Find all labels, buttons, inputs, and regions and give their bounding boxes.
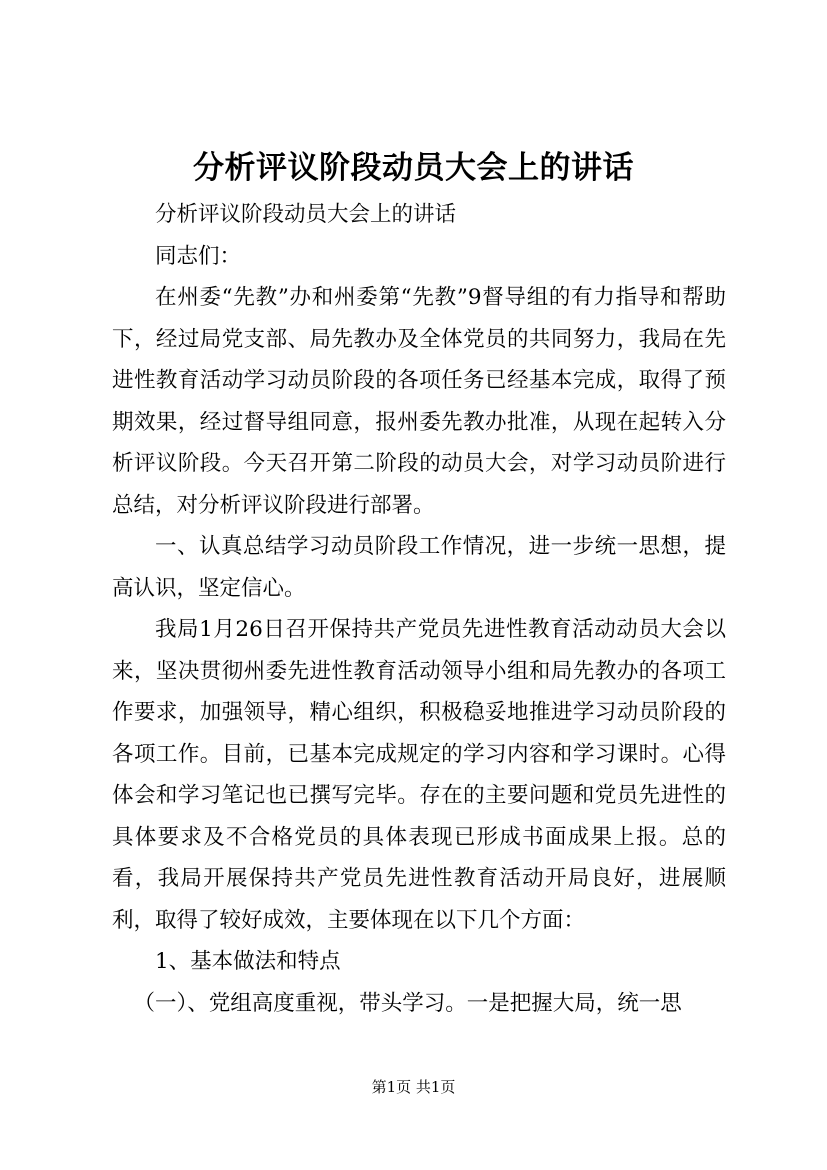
intro-paragraph: 在州委“先教”办和州委第“先教”9督导组的有力指导和帮助下，经过局党支部、局先教办及全体党员的共同努力，我局在先进性教育活动学习动员阶段的各项任务已经基本完成，取得了预期效果，经过督导组同意，报州委先教办批准，从现在起转入分析评议阶段。今天召开第二阶段的动员大会，对学习动员阶进行总结，对分析评议阶段进行部署。 [112, 285, 726, 518]
subtitle-paragraph: 分析评议阶段动员大会上的讲话 [155, 202, 457, 227]
salutation-paragraph: 同志们： [155, 243, 242, 269]
page-footer: 第1页 共1页 [371, 1078, 456, 1096]
body-paragraph: 我局1月26日召开保持共产党员先进性教育活动动员大会以来，坚决贯彻州委先进性教育活动领导小组和局先教办的各项工作要求，加强领导，精心组织，积极稳妥地推进学习动员阶段的各项工作。目前，已基本完成规定的学习内容和学习课时。心得体会和学习笔记也已撰写完毕。存在的主要问题和党员先进性的具体要求及不合格党员的具体表现已形成书面成果上报。总的看，我局开展保持共产党员先进性教育活动开局良好，进展顺利，取得了较好成效，主要体现在以下几个方面： [112, 617, 726, 933]
subsection-heading-1: 1、基本做法和特点 [155, 949, 341, 974]
document-title: 分析评议阶段动员大会上的讲话 [193, 150, 634, 186]
document-body [112, 194, 726, 1024]
body-paragraph-partial: （一）、党组高度重视，带头学习。一是把握大局，统一思 [133, 990, 682, 1016]
section-heading-1: 一、认真总结学习动员阶段工作情况，进一步统一思想，提高认识，坚定信心。 [112, 534, 726, 601]
